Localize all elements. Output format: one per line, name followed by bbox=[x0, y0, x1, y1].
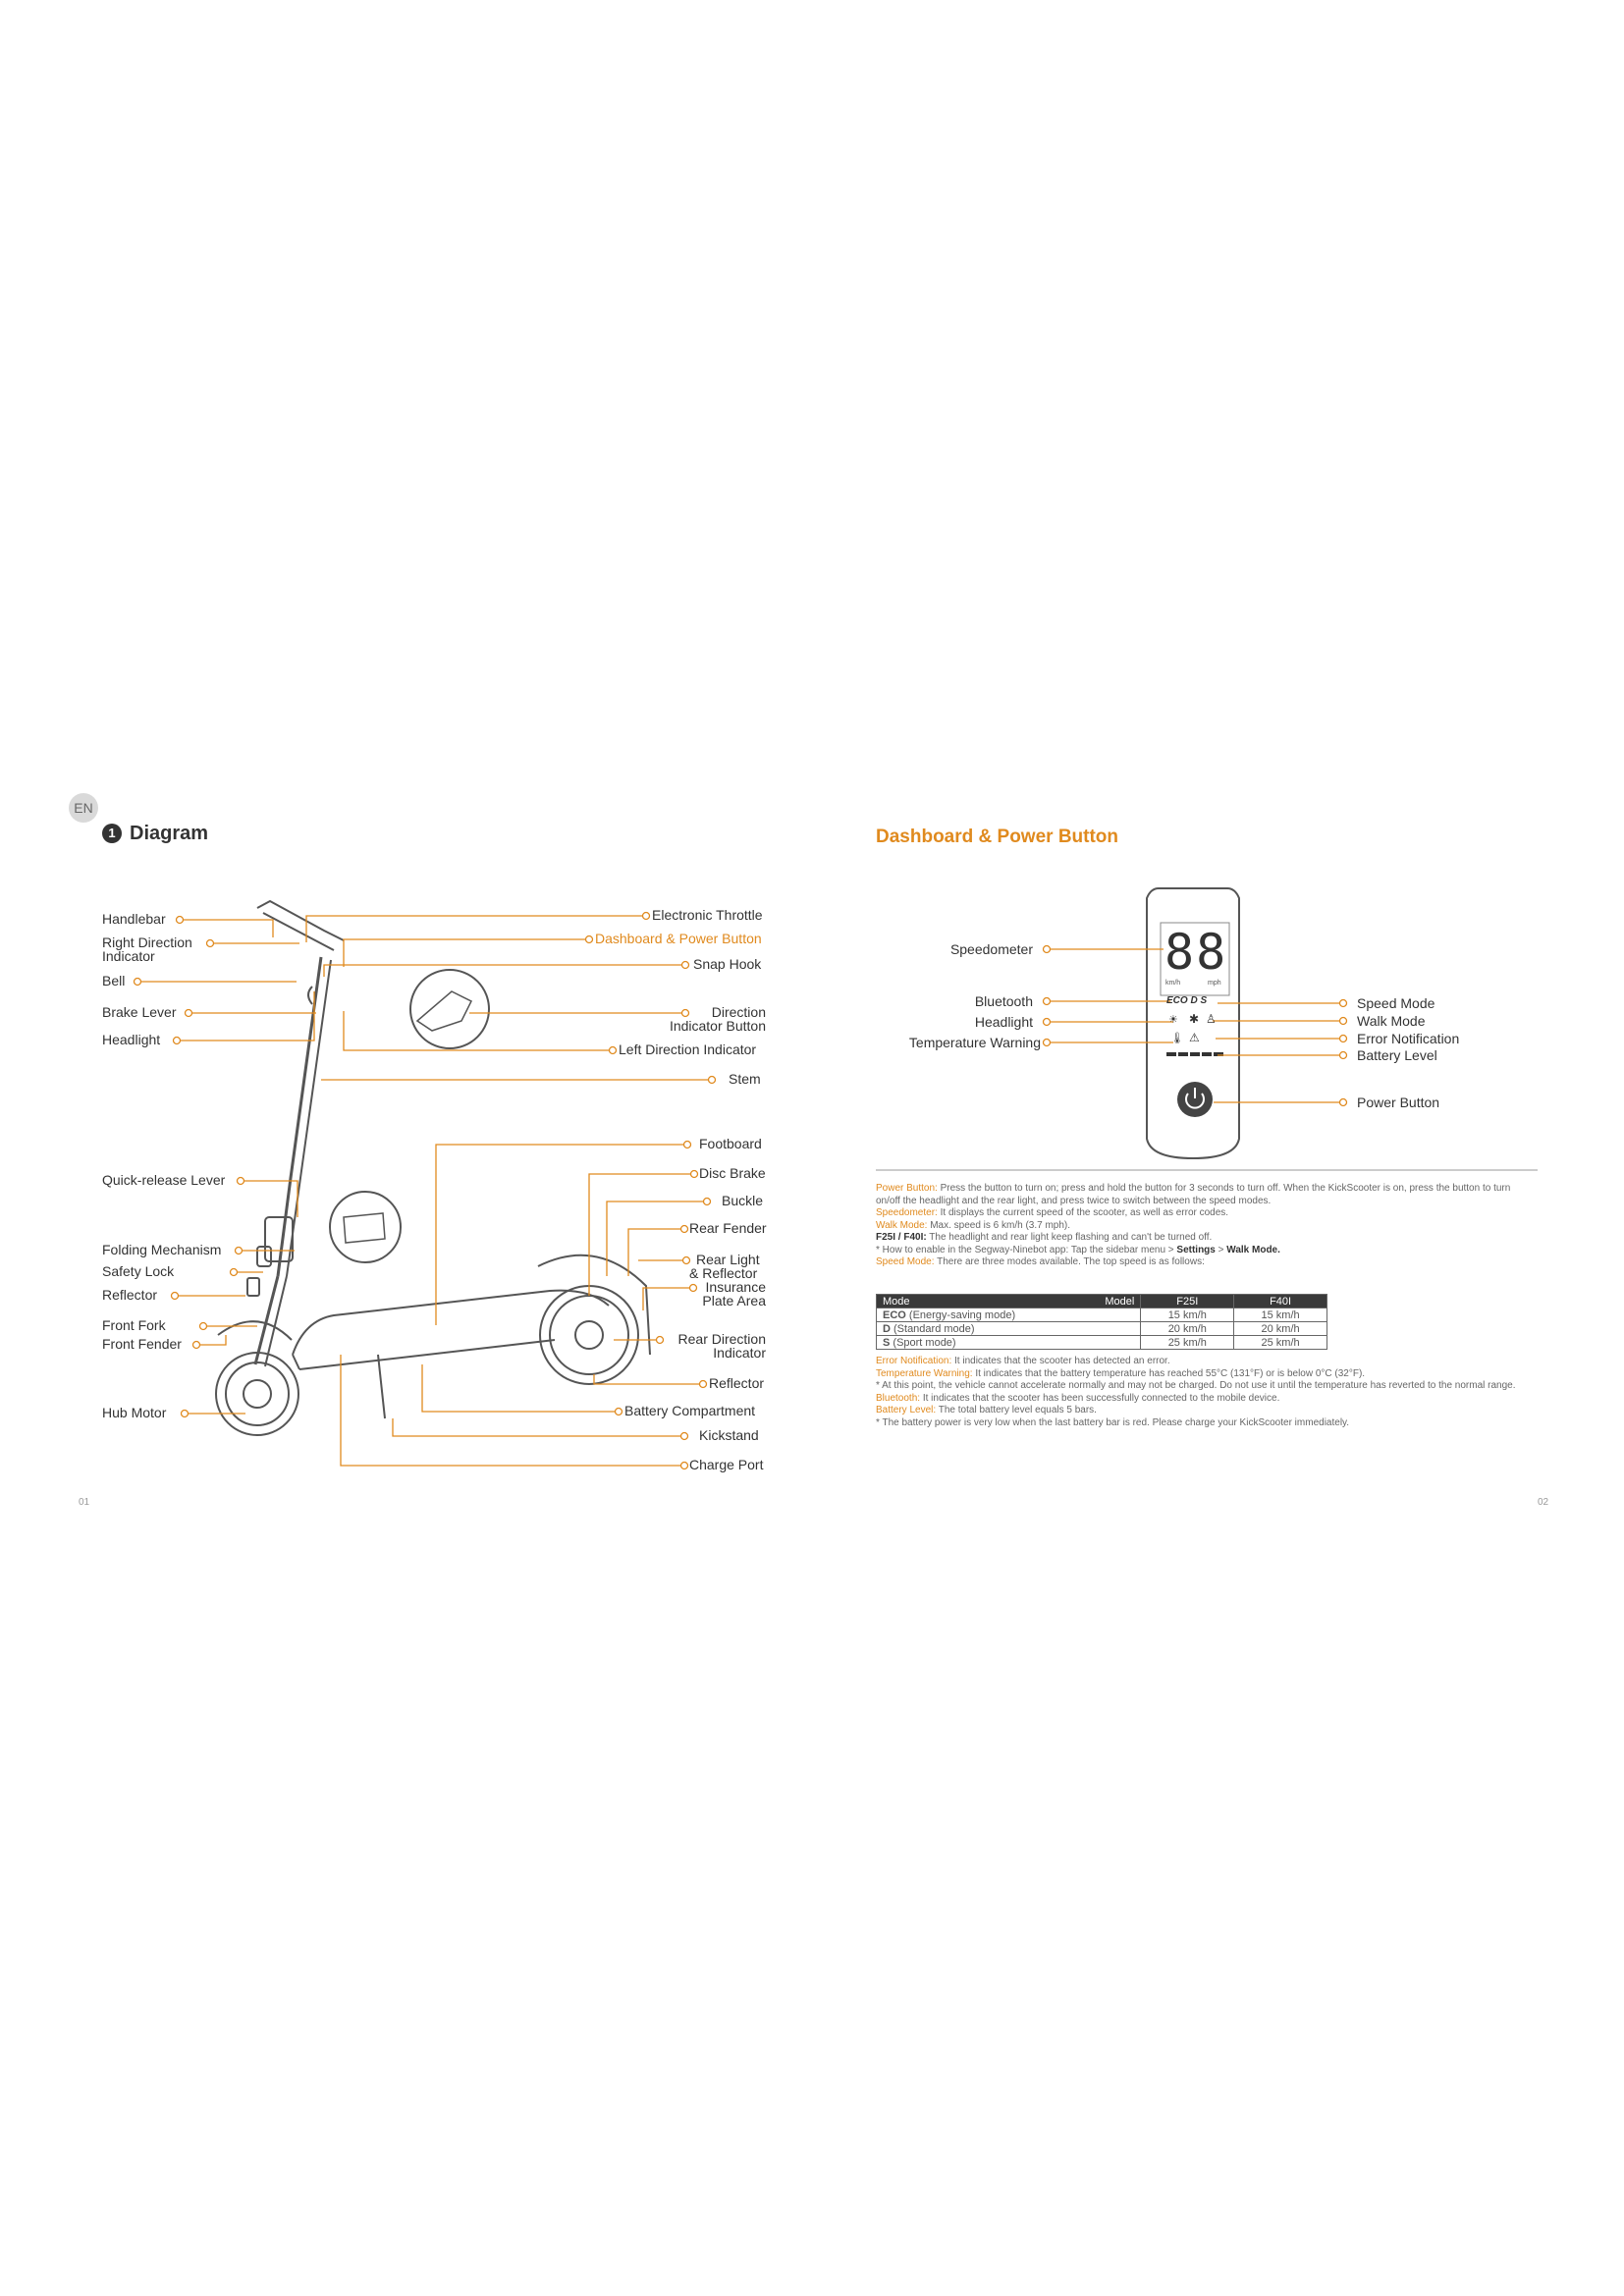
label-walk-mode: Walk Mode bbox=[1357, 1013, 1426, 1029]
label-dash-headlight: Headlight bbox=[974, 1014, 1033, 1030]
desc-walk-mode: Walk Mode: Max. speed is 6 km/h (3.7 mph). bbox=[876, 1219, 1071, 1231]
section-number: 1 bbox=[102, 824, 122, 843]
table-row: ECO (Energy-saving mode) 15 km/h 15 km/h bbox=[877, 1308, 1327, 1322]
label-bluetooth: Bluetooth bbox=[974, 993, 1033, 1009]
label-headlight: Headlight bbox=[102, 1032, 161, 1047]
label-temperature-warning: Temperature Warning bbox=[908, 1035, 1041, 1050]
label-power-button: Power Button bbox=[1357, 1095, 1440, 1110]
th-f25i: F25I bbox=[1141, 1295, 1234, 1308]
label-hub-motor: Hub Motor bbox=[102, 1405, 167, 1420]
page-number-right: 02 bbox=[1538, 1497, 1549, 1508]
desc-temperature: Temperature Warning: It indicates that the battery temperature has reached 55°C (131°F) or is below 0°C (32°F). bbox=[876, 1367, 1366, 1379]
desc-error: Error Notification: It indicates that the scooter has detected an error. bbox=[876, 1356, 1170, 1366]
desc-speedometer: Speedometer: It displays the current speed of the scooter, as well as error codes. bbox=[876, 1207, 1229, 1218]
label-reflector-front: Reflector bbox=[102, 1287, 158, 1303]
error-icon: ⚠ bbox=[1189, 1031, 1200, 1044]
desc-power: Power Button: Press the button to turn on; press and hold the button for 3 seconds to turn off. When the KickScooter is on, press the button to turn on/off the headlight and the rear light, and press twice to switch between the speed modes. bbox=[876, 1183, 1511, 1206]
mode-indicator: ECO D S bbox=[1166, 995, 1208, 1006]
label-insurance-plate-1: Insurance bbox=[705, 1279, 766, 1295]
label-battery-level: Battery Level bbox=[1357, 1047, 1437, 1063]
desc-f-models: F25I / F40I: The headlight and rear light keep flashing and can't be turned off. bbox=[876, 1232, 1213, 1243]
page-number-left: 01 bbox=[79, 1497, 90, 1508]
walk-mode-icon: ♙ bbox=[1206, 1012, 1217, 1026]
label-stem: Stem bbox=[729, 1071, 761, 1087]
label-footboard: Footboard bbox=[699, 1136, 762, 1151]
speed-mode-table bbox=[876, 1294, 1327, 1350]
label-disc-brake: Disc Brake bbox=[699, 1165, 766, 1181]
label-reflector-rear: Reflector bbox=[709, 1375, 765, 1391]
label-speed-mode: Speed Mode bbox=[1357, 995, 1435, 1011]
label-snap-hook: Snap Hook bbox=[693, 956, 762, 972]
desc-battery: Battery Level: The total battery level equals 5 bars. bbox=[876, 1405, 1097, 1415]
label-right-direction-indicator-1: Right Direction bbox=[102, 934, 192, 950]
desc-speed-mode: Speed Mode: There are three modes available. The top speed is as follows: bbox=[876, 1256, 1205, 1267]
desc-temperature-note: * At this point, the vehicle cannot accelerate normally and may not be charged. Do not use it until the temperature has reverted to the normal range. bbox=[876, 1380, 1516, 1391]
table-row: D (Standard mode) 20 km/h 20 km/h bbox=[877, 1322, 1327, 1336]
th-mode: Mode bbox=[883, 1295, 910, 1308]
label-buckle: Buckle bbox=[722, 1193, 764, 1208]
power-button-icon[interactable] bbox=[1177, 1082, 1213, 1117]
th-model: Model bbox=[1105, 1295, 1135, 1308]
label-rear-light-2: & Reflector bbox=[689, 1265, 758, 1281]
label-kickstand: Kickstand bbox=[699, 1427, 759, 1443]
label-brake-lever: Brake Lever bbox=[102, 1004, 177, 1020]
label-quick-release-lever: Quick-release Lever bbox=[102, 1172, 226, 1188]
desc-battery-note: * The battery power is very low when the last battery bar is red. Please charge your KickScooter immediately. bbox=[876, 1416, 1350, 1428]
diagram-title: Diagram bbox=[130, 823, 209, 844]
label-direction-indicator-button-2: Indicator Button bbox=[669, 1018, 766, 1034]
bluetooth-icon: ✱ bbox=[1189, 1012, 1200, 1026]
language-badge: EN bbox=[69, 793, 98, 823]
desc-walk-note: * How to enable in the Segway-Ninebot app: Tap the sidebar menu > Settings > Walk Mode. bbox=[876, 1244, 1280, 1255]
label-dashboard-power-button: Dashboard & Power Button bbox=[595, 931, 762, 946]
description-top bbox=[876, 1183, 1534, 1269]
label-front-fender: Front Fender bbox=[102, 1336, 182, 1352]
label-front-fork: Front Fork bbox=[102, 1317, 166, 1333]
label-safety-lock: Safety Lock bbox=[102, 1263, 175, 1279]
temperature-icon: 🌡 bbox=[1170, 1033, 1184, 1044]
speed-digits: 88 bbox=[1164, 924, 1228, 981]
label-bell: Bell bbox=[102, 973, 126, 988]
label-battery-compartment: Battery Compartment bbox=[624, 1403, 756, 1418]
label-insurance-plate-2: Plate Area bbox=[702, 1293, 766, 1308]
table-header-row bbox=[877, 1295, 1327, 1308]
label-electronic-throttle: Electronic Throttle bbox=[652, 907, 763, 923]
label-right-direction-indicator-2: Indicator bbox=[102, 948, 155, 964]
description-bottom bbox=[876, 1356, 1534, 1429]
label-charge-port: Charge Port bbox=[689, 1457, 764, 1472]
unit-kmh: km/h bbox=[1165, 980, 1181, 987]
label-handlebar: Handlebar bbox=[102, 911, 166, 927]
label-rear-light-1: Rear Light bbox=[696, 1252, 760, 1267]
label-error-notification: Error Notification bbox=[1357, 1031, 1460, 1046]
unit-mph: mph bbox=[1208, 980, 1221, 987]
th-f40i: F40I bbox=[1234, 1295, 1327, 1308]
desc-bluetooth: Bluetooth: It indicates that the scooter has been successfully connected to the mobile device. bbox=[876, 1392, 1280, 1404]
label-rear-fender: Rear Fender bbox=[689, 1220, 767, 1236]
label-rear-direction-indicator-1: Rear Direction bbox=[677, 1331, 766, 1347]
label-rear-direction-indicator-2: Indicator bbox=[713, 1345, 766, 1361]
label-left-direction-indicator: Left Direction Indicator bbox=[619, 1041, 757, 1057]
table-row: S (Sport mode) 25 km/h 25 km/h bbox=[877, 1336, 1327, 1350]
label-folding-mechanism: Folding Mechanism bbox=[102, 1242, 222, 1257]
label-direction-indicator-button-1: Direction bbox=[711, 1004, 766, 1020]
dashboard-heading: Dashboard & Power Button bbox=[876, 827, 1119, 847]
label-speedometer: Speedometer bbox=[949, 941, 1033, 957]
headlight-icon: ☀ bbox=[1168, 1014, 1178, 1026]
